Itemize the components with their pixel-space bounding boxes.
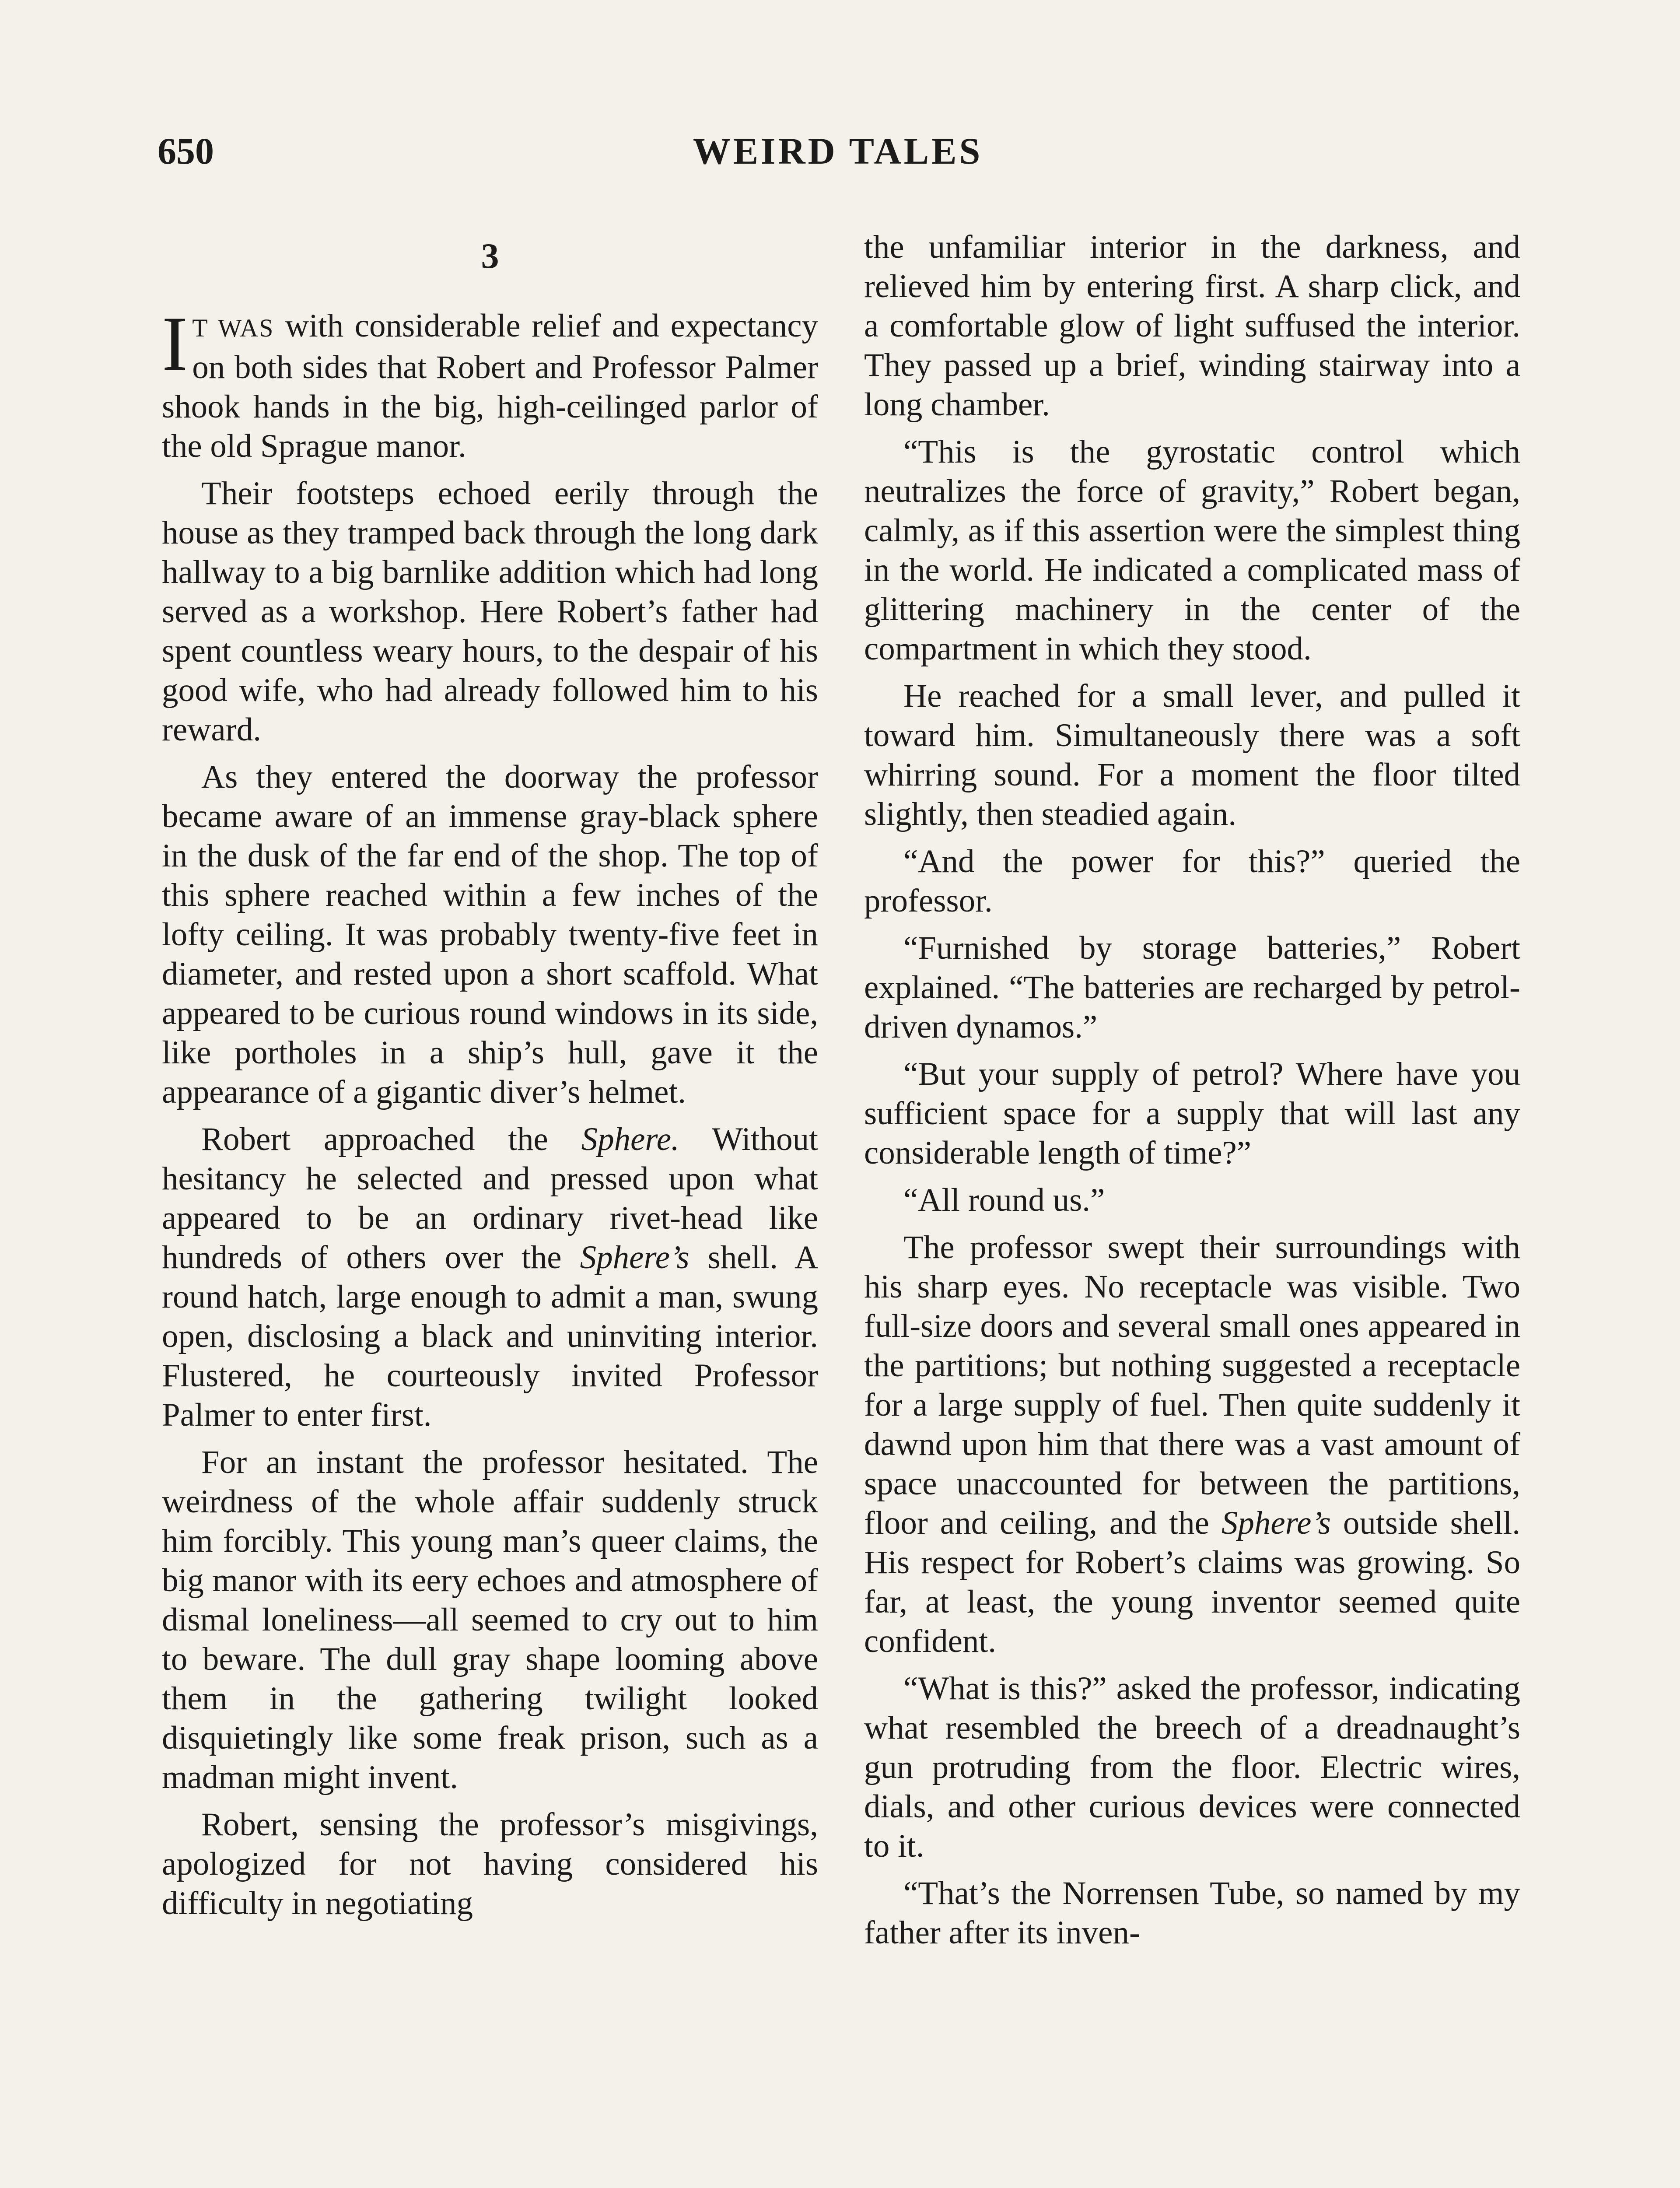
left-column xyxy=(162,228,818,1931)
paragraph: For an instant the professor hesitated. The weirdness of the whole affair suddenly struck him forcibly. This young man’s queer claims, the big manor with its eery echoes and atmosphere of dismal loneliness—all seemed to cry out to him to beware. The dull gray shape looming above them in the gathering twilight looked disquietingly like some freak prison, such as a madman might invent. xyxy=(162,1444,818,1795)
magazine-title: WEIRD TALES xyxy=(693,130,983,172)
text-run: shell. A round hatch, large enough to admit a man, swung open, disclosing a black and uninviting interior. Flustered, he courteously invited Professor Palmer to enter first. xyxy=(162,1239,818,1433)
professor-paragraph xyxy=(864,1228,1520,1661)
paragraph: “And the power for this?” queried the professor. xyxy=(864,843,1520,919)
paragraph: Their footsteps echoed eerily through the house as they tramped back through the long dark hallway to a big barnlike addition which had long served as a workshop. Here Robert’s father had spent countless weary hours, to the despair of his good wife, who had already followed him to his reward. xyxy=(162,475,818,748)
chapter-number: 3 xyxy=(481,236,499,276)
paragraph: “But your supply of petrol? Where have you sufficient space for a supply that will last any considerable length of time?” xyxy=(864,1056,1520,1171)
paragraph: the unfamiliar interior in the darkness, and relieved him by entering first. A sharp click, and a comfortable glow of light suffused the interior. They passed up a brief, winding stairway into a long chamber. xyxy=(864,229,1520,423)
paragraph: “Furnished by storage batteries,” Robert explained. “The batteries are recharged by petrol-driven dynamos.” xyxy=(864,930,1520,1045)
text-run: outside shell. His respect for Robert’s claims was growing. So far, at least, the young inventor seemed quite confident. xyxy=(864,1505,1520,1659)
italic-run: Sphere’s xyxy=(580,1239,690,1276)
page-number: 650 xyxy=(158,130,214,172)
opening-text: with considerable relief and expectancy on both sides that Robert and Professor Palmer shook hands in the big, high-ceilinged parlor of the old Sprague manor. xyxy=(162,308,818,464)
right-column xyxy=(864,228,1520,1960)
running-head xyxy=(158,127,1518,175)
text-run: Without hesitancy he selected and pressed upon what appeared to be an ordinary rivet-head like hundreds of others over the xyxy=(162,1121,818,1276)
italic-run: Sphere. xyxy=(581,1121,679,1157)
paragraph: “This is the gyrostatic control which neutralizes the force of gravity,” Robert began, calmly, as if this assertion were the simplest thing in the world. He indicated a complicated mass of glittering machinery in the center of the compartment in which they stood. xyxy=(864,434,1520,667)
paragraph: “That’s the Norrensen Tube, so named by my father after its inven- xyxy=(864,1875,1520,1951)
paragraph: Robert, sensing the professor’s misgivings, apologized for not having considered his difficulty in negotiating xyxy=(162,1806,818,1922)
paragraph: “All round us.” xyxy=(903,1182,1105,1218)
opening-smallcaps: T WAS xyxy=(192,314,274,342)
text-run: Robert approached the xyxy=(201,1121,581,1157)
paragraph: As they entered the doorway the professor became aware of an immense gray-black sphere in the dusk of the far end of the shop. The top of this sphere reached within a few inches of the lofty ceiling. It was probably twenty-five feet in diameter, and rested upon a short scaffold. What appeared to be curious round windows in its side, like portholes in a ship’s hull, gave it the appearance of a gigantic diver’s helmet. xyxy=(162,759,818,1110)
drop-cap: I xyxy=(162,300,188,387)
opening-paragraph xyxy=(162,300,818,466)
sphere-paragraph xyxy=(162,1120,818,1435)
paragraph: He reached for a small lever, and pulled it toward him. Simultaneously there was a soft whirring sound. For a moment the floor tilted slightly, then steadied again. xyxy=(864,678,1520,832)
italic-run: Sphere’s xyxy=(1221,1505,1331,1541)
paragraph: “What is this?” asked the professor, indicating what resembled the breech of a dreadnaught’s gun protruding from the floor. Electric wires, dials, and other curious devices were connected to it. xyxy=(864,1670,1520,1864)
text-run: The professor swept their surroundings with his sharp eyes. No receptacle was visible. Two full-size doors and several small ones appeared in the partitions; but nothing suggested a receptacle for a large supply of fuel. Then quite suddenly it dawnd upon him that there was a vast amount of space unaccounted for between the partitions, floor and ceiling, and the xyxy=(864,1229,1520,1541)
